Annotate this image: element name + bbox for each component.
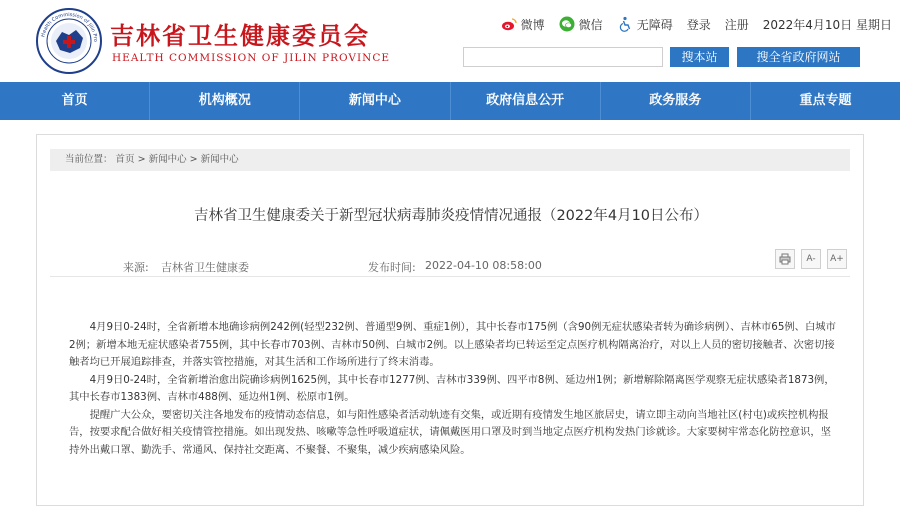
nav-home[interactable]: 首页 <box>0 82 150 120</box>
source-label: 来源: <box>123 261 149 274</box>
article-paragraph: 4月9日0-24时，全省新增治愈出院确诊病例1625例，其中长春市1277例、吉林市339例、四平市8例、延边州1例；新增解除隔离医学观察无症状感染者1873例，其中长春市1383例、吉林市488例、延边州1例、松原市1例。 <box>69 373 835 403</box>
article-body <box>69 319 839 459</box>
accessibility-label: 无障碍 <box>636 17 673 32</box>
login-link[interactable] <box>687 16 711 33</box>
nav-gov-info[interactable]: 政府信息公开 <box>451 82 601 120</box>
weibo-link[interactable] <box>501 16 545 33</box>
weibo-label: 微博 <box>520 17 545 32</box>
nav-news-center[interactable]: 新闻中心 <box>300 82 450 120</box>
login-label: 登录 <box>686 17 711 32</box>
register-label: 注册 <box>724 17 749 32</box>
site-header <box>0 0 900 82</box>
search-input[interactable] <box>463 47 663 67</box>
breadcrumb <box>50 149 850 171</box>
publish-time-value: 2022-04-10 08:58:00 <box>425 259 542 272</box>
search-site-button[interactable]: 搜本站 <box>670 47 729 67</box>
font-larger-button[interactable]: A+ <box>827 249 847 269</box>
article-tools <box>769 249 847 269</box>
site-subtitle: HEALTH COMMISSION OF JILIN PROVINCE <box>112 52 391 64</box>
search-all-gov-button[interactable]: 搜全省政府网站 <box>737 47 860 67</box>
font-smaller-button[interactable]: A- <box>801 249 821 269</box>
emblem-logo[interactable] <box>36 8 102 74</box>
site-title: 吉林省卫生健康委员会 <box>110 21 370 50</box>
accessibility-icon <box>617 16 633 32</box>
nav-key-topics[interactable]: 重点专题 <box>799 93 852 108</box>
accessibility-link[interactable] <box>617 16 673 33</box>
breadcrumb-news[interactable]: 新闻中心 <box>148 154 187 165</box>
source-value: 吉林省卫生健康委 <box>161 261 249 274</box>
wechat-icon <box>559 16 575 32</box>
meta-divider <box>50 276 850 277</box>
breadcrumb-home[interactable]: 首页 <box>115 154 135 165</box>
top-links <box>487 15 892 33</box>
nav-org-overview[interactable]: 机构概况 <box>150 82 300 120</box>
emblem-text: Health Commission of Jilin Pro <box>40 11 99 42</box>
article-container <box>36 134 864 506</box>
date-label: 2022年4月10日 星期日 <box>762 17 892 32</box>
weibo-icon <box>501 16 517 32</box>
publish-time-label: 发布时间: <box>368 261 416 274</box>
breadcrumb-label: 当前位置： <box>65 154 113 165</box>
register-link[interactable] <box>725 16 749 33</box>
article-paragraph: 4月9日0-24时，全省新增本地确诊病例242例(轻型232例、普通型9例、重症1例），其中长春市175例（含90例无症状感染者转为确诊病例）、吉林市65例、白城市2例；新增本地无症状感染者755例，其中长春市703例、吉林市50例、白城市2例。以上感染者均已转运至定点医疗机构隔离治疗，对以上人员的密切接触者、次密切接触者均已开展追踪排查，并落实管控措施，对其生活和工作场所进行了终末消毒。 <box>69 321 836 368</box>
breadcrumb-news-current[interactable]: 新闻中心 <box>200 154 239 165</box>
article-title: 吉林省卫生健康委关于新型冠状病毒肺炎疫情情况通报（2022年4月10日公布） <box>193 208 709 224</box>
breadcrumb-sep: > <box>137 154 149 165</box>
breadcrumb-sep: > <box>189 154 201 165</box>
weixin-label: 微信 <box>578 17 603 32</box>
nav-gov-services[interactable]: 政务服务 <box>601 82 751 120</box>
print-icon <box>779 253 791 265</box>
weixin-link[interactable] <box>559 16 603 33</box>
article-paragraph: 提醒广大公众，要密切关注各地发布的疫情动态信息，如与阳性感染者活动轨迹有交集，或近期有疫情发生地区旅居史，请立即主动向当地社区(村屯)或疾控机构报告，按要求配合做好相关疫情管控措施。如出现发热、咳嗽等急性呼吸道症状，请佩戴医用口罩及时到当地定点医疗机构发热门诊就诊。大家要树牢常态化防控意识，坚持外出戴口罩、勤洗手、常通风、保持社交距离、不聚餐、不聚集，减少疾病感染风险。 <box>69 408 831 456</box>
current-date <box>763 16 892 33</box>
print-button[interactable] <box>775 249 795 269</box>
main-nav <box>0 82 900 120</box>
